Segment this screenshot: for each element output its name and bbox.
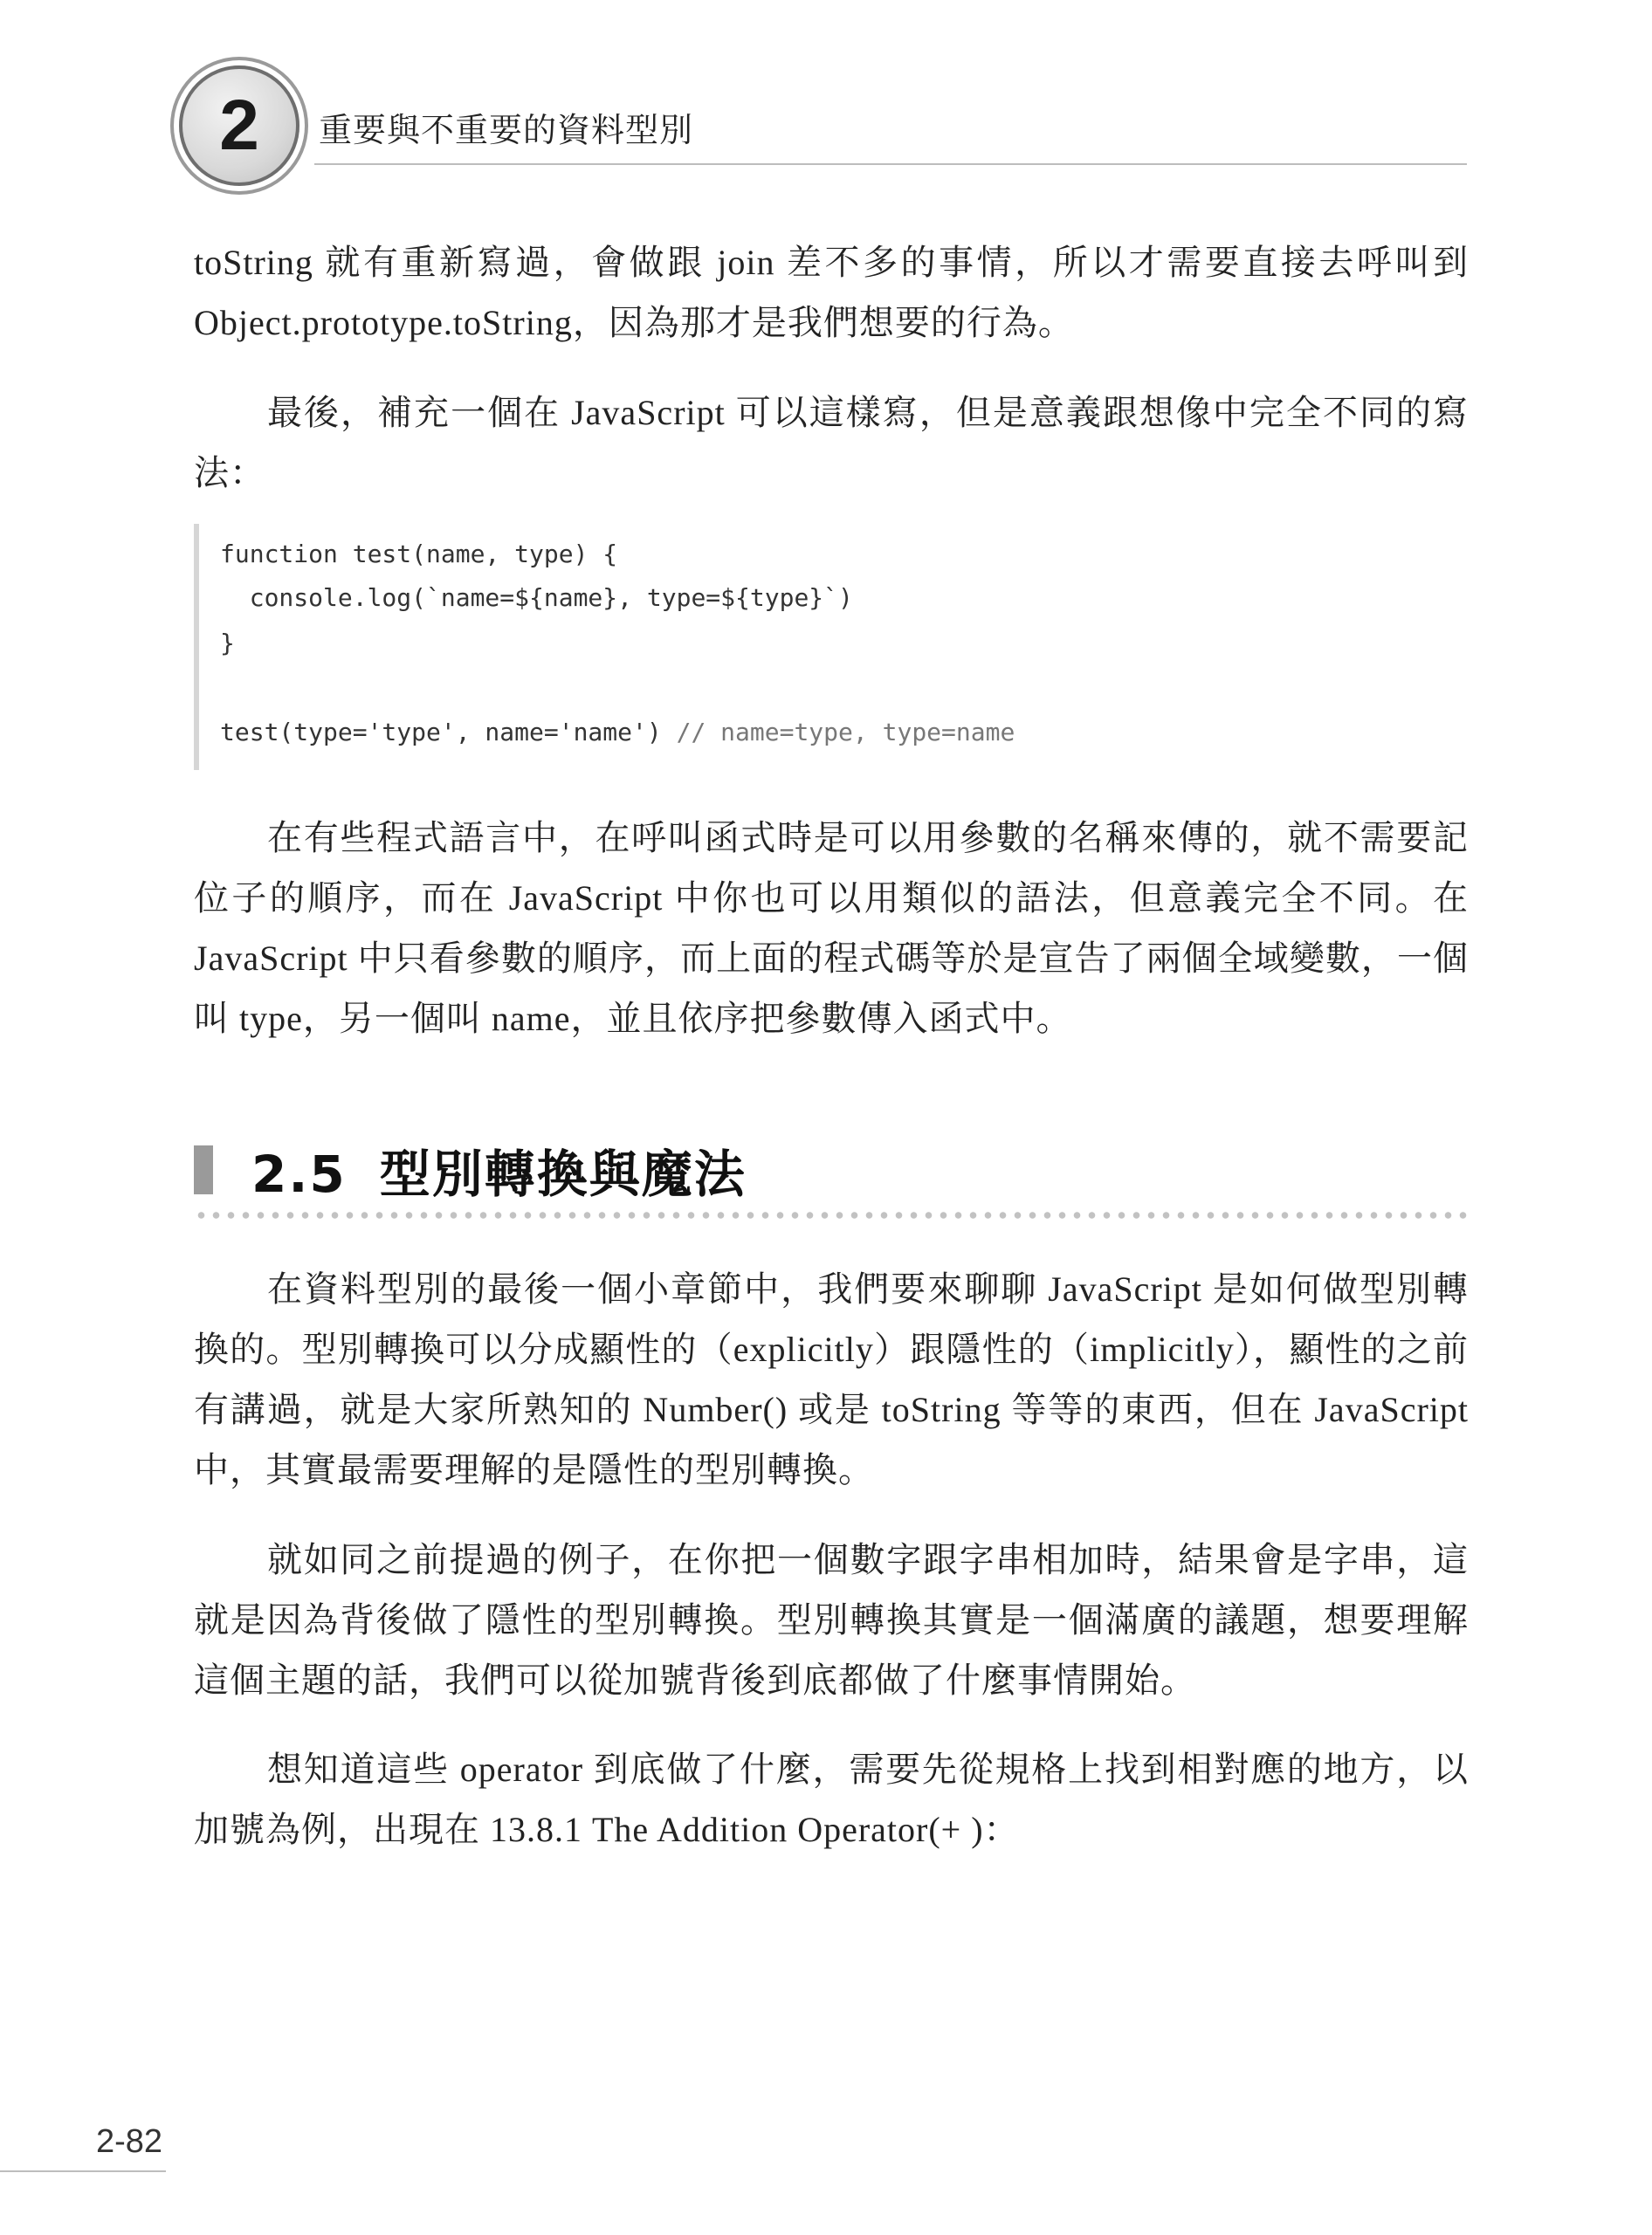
paragraph-addition-operator: 想知道這些 operator 到底做了什麼，需要先從規格上找到相對應的地方，以加號為例，出現在 13.8.1 The Addition Operator(+ )： bbox=[194, 1750, 1469, 1849]
paragraph-tostring: toString 就有重新寫過，會做跟 join 差不多的事情，所以才需要直接去呼叫到 Object.prototype.toString，因為那才是我們想要的行為。 bbox=[194, 243, 1469, 342]
code-block bbox=[194, 524, 1067, 770]
code-comment: // name=type, type=name bbox=[676, 718, 1015, 746]
paragraph-intro-code: 最後，補充一個在 JavaScript 可以這樣寫，但是意義跟想像中完全不同的寫法： bbox=[194, 393, 1469, 492]
code-line-4 bbox=[220, 718, 1015, 746]
paragraph-implicit-example: 就如同之前提過的例子，在你把一個數字跟字串相加時，結果會是字串，這就是因為背後做了隱性的型別轉換。型別轉換其實是一個滿廣的議題，想要理解這個主題的話，我們可以從加號背後到底都做了什麼事情開始。 bbox=[194, 1540, 1469, 1700]
code-line-2: console.log(`name=${name}, type=${type}`) bbox=[220, 583, 853, 612]
paragraph-type-conversion: 在資料型別的最後一個小章節中，我們要來聊聊 JavaScript 是如何做型別轉換的。型別轉換可以分成顯性的（explicitly）跟隱性的（implicitly），顯性的之前有講過，就是大家所熟知的 Number() 或是 toString 等等的東西，但在 JavaScript 中，其實最需要理解的是隱性的型別轉換。 bbox=[194, 1269, 1469, 1489]
code-line-1: function test(name, type) { bbox=[220, 540, 618, 568]
section-marker-bar bbox=[194, 1145, 213, 1194]
paragraph-named-params: 在有些程式語言中，在呼叫函式時是可以用參數的名稱來傳的，就不需要記位子的順序，而在 JavaScript 中你也可以用類似的語法，但意義完全不同。在 JavaScript 中只看參數的順序，而上面的程式碼等於是宣告了兩個全域變數，一個叫 type，另一個叫 name，並且依序把參數傳入函式中。 bbox=[194, 818, 1469, 1038]
code-line-3: } bbox=[220, 629, 235, 657]
section-number: 2.5 bbox=[251, 1145, 347, 1204]
page-number: 2-82 bbox=[96, 2123, 163, 2160]
chapter-title: 重要與不重要的資料型別 bbox=[319, 111, 694, 149]
section-heading bbox=[251, 1133, 747, 1207]
chapter-badge bbox=[179, 65, 299, 186]
header-divider bbox=[314, 163, 1467, 165]
footer-divider bbox=[0, 2170, 166, 2172]
section-title: 型別轉換與魔法 bbox=[379, 1145, 747, 1204]
chapter-number: 2 bbox=[219, 86, 259, 165]
code-call: test(type='type', name='name') bbox=[220, 718, 677, 746]
section-dotted-divider bbox=[194, 1212, 1469, 1219]
